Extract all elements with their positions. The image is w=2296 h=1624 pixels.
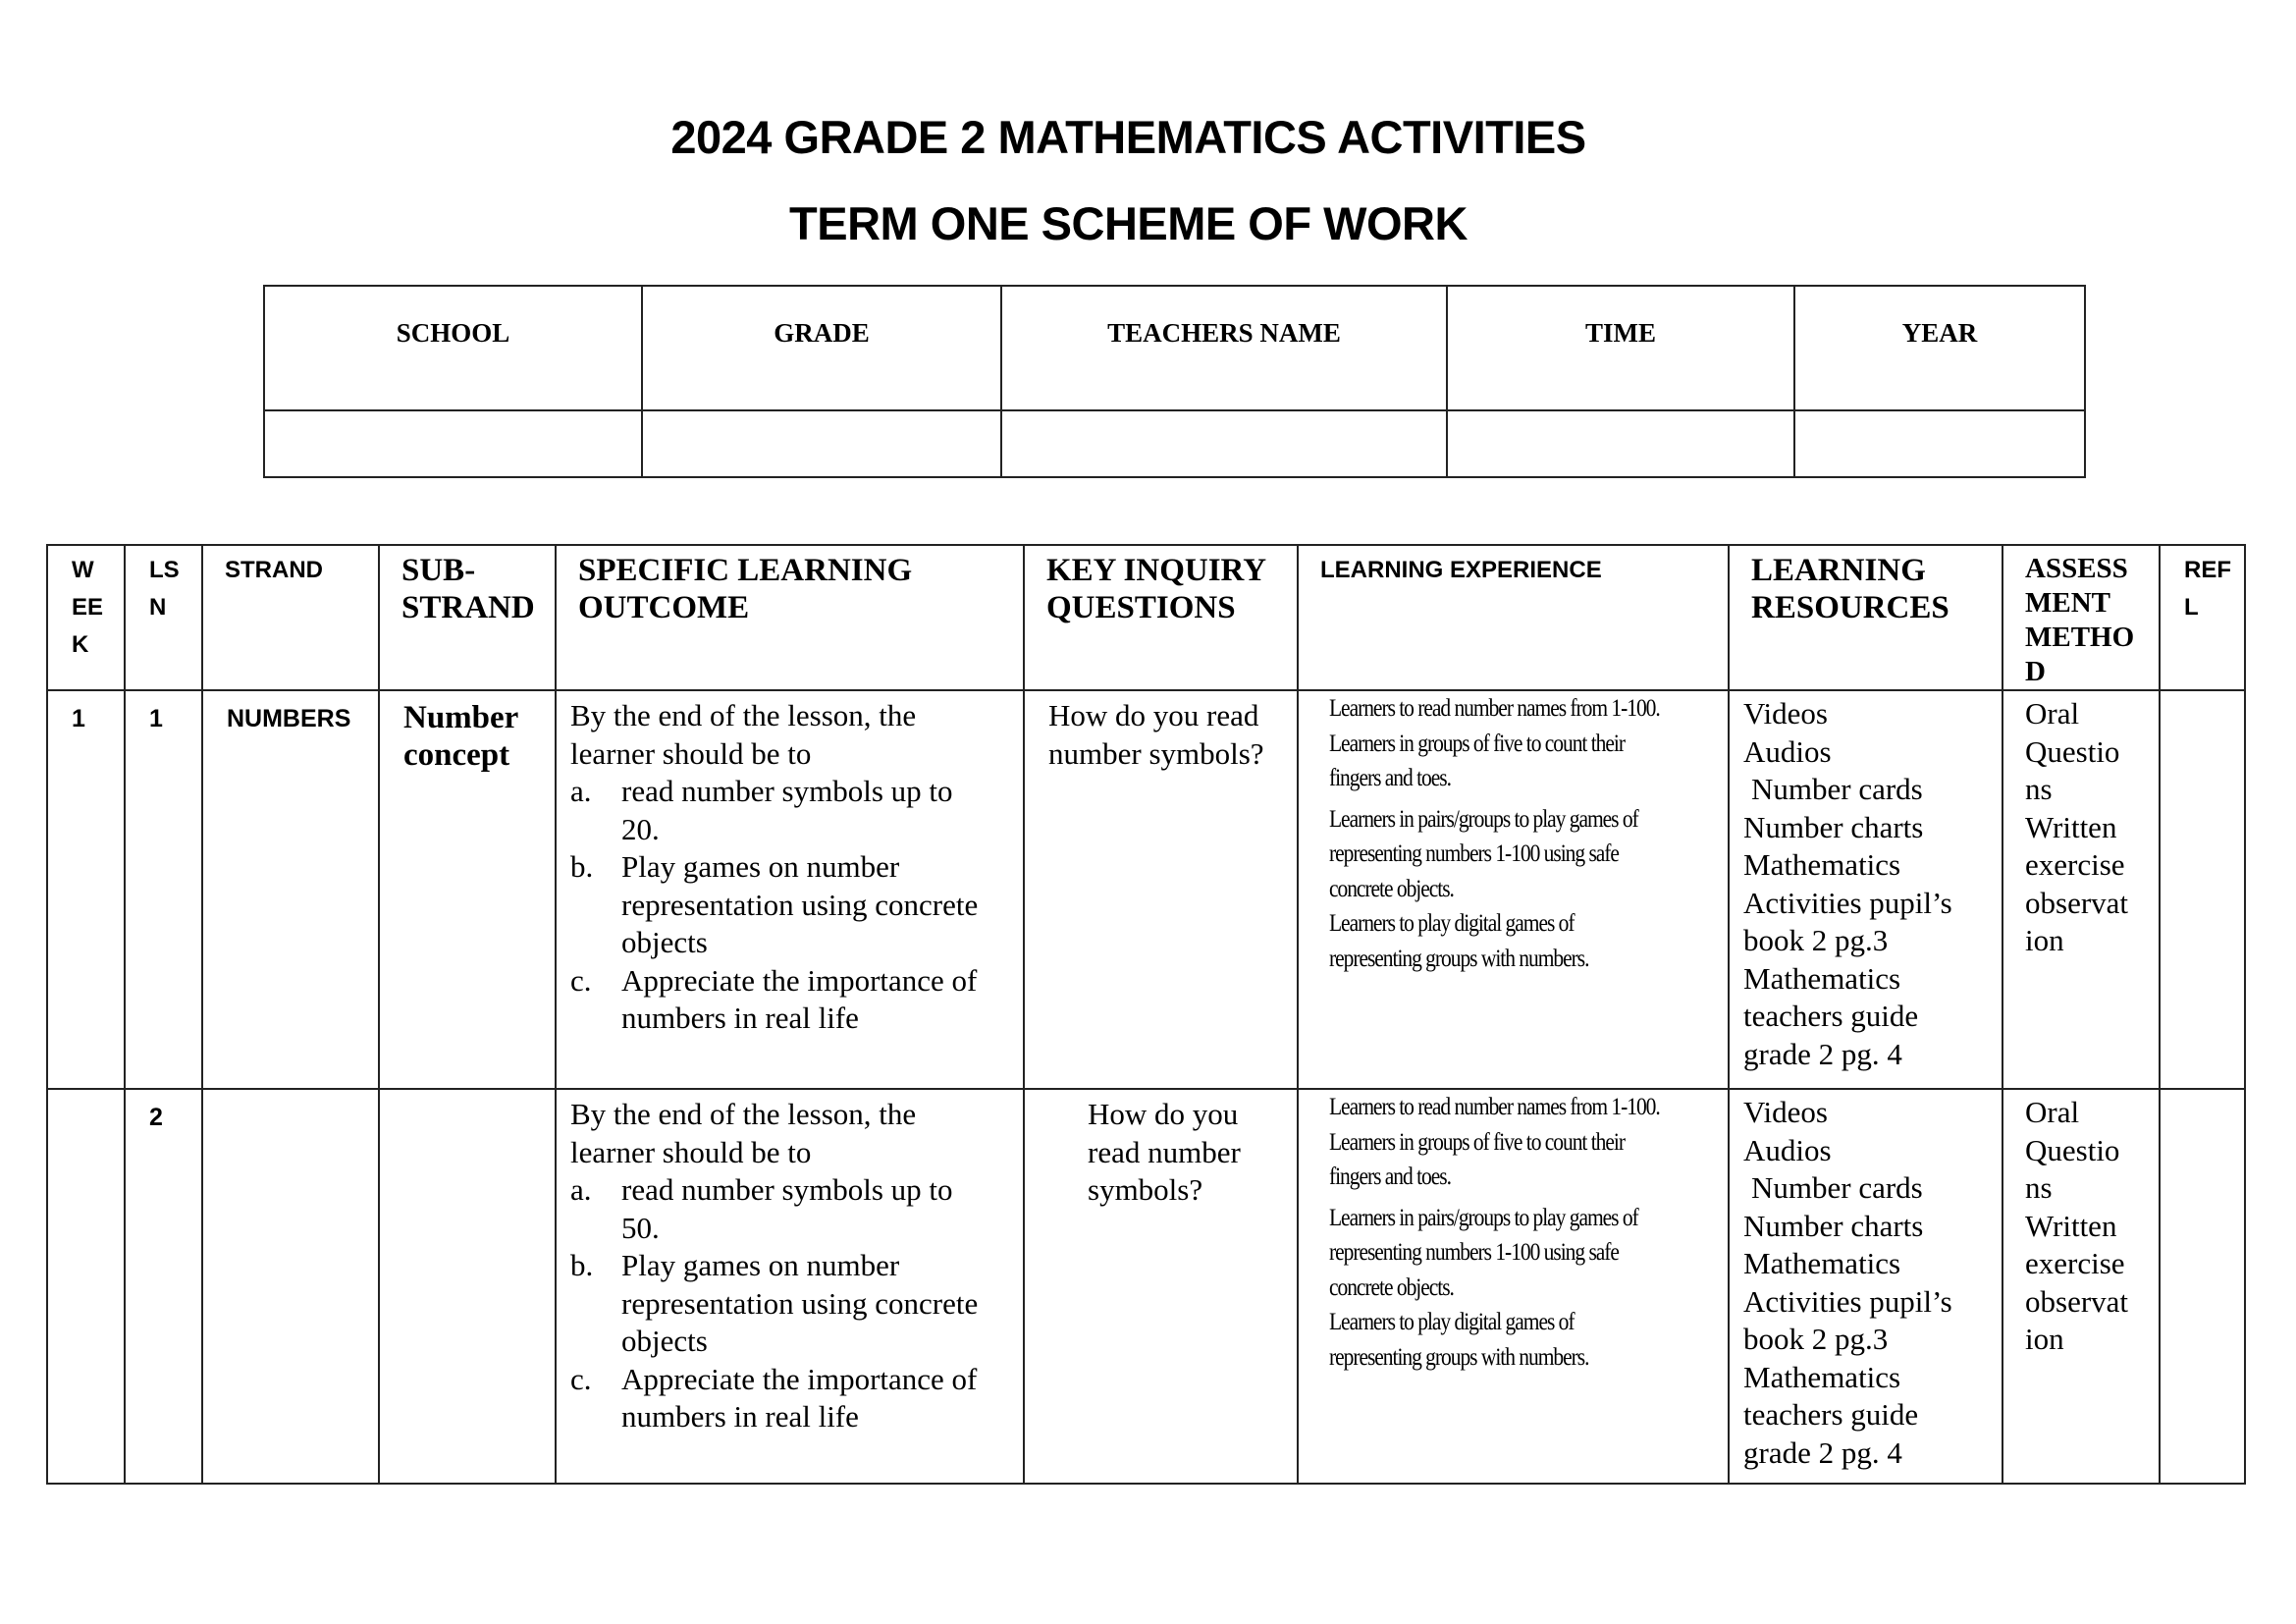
grade-value bbox=[642, 410, 1001, 477]
list-item: b. Play games on number representation using concrete objects bbox=[570, 1248, 979, 1358]
list-item: a. read number symbols up to 50. bbox=[570, 1172, 953, 1245]
learning-resources-header: LEARNING RESOURCES bbox=[1729, 545, 2002, 690]
assessment-cell: Oral Questio ns Written exercise observat ion bbox=[2002, 690, 2160, 1089]
reflection-cell bbox=[2160, 690, 2245, 1089]
time-header: TIME bbox=[1447, 286, 1794, 410]
teachers-name-header: TEACHERS NAME bbox=[1001, 286, 1447, 410]
sub-strand-cell: Number concept bbox=[379, 690, 556, 1089]
table-row bbox=[47, 690, 2245, 1089]
grade-header: GRADE bbox=[642, 286, 1001, 410]
learning-experience-header: LEARNING EXPERIENCE bbox=[1298, 545, 1729, 690]
info-value-row bbox=[264, 410, 2085, 477]
week-cell: 1 bbox=[47, 690, 125, 1089]
specific-learning-outcome-header: SPECIFIC LEARNING OUTCOME bbox=[556, 545, 1024, 690]
info-header-row bbox=[264, 286, 2085, 410]
document-title: 2024 GRADE 2 MATHEMATICS ACTIVITIES bbox=[670, 111, 1586, 163]
assessment-method-header: ASSESS MENT METHO D bbox=[2002, 545, 2160, 690]
week-header: W EE K bbox=[47, 545, 125, 690]
list-item: b. Play games on number representation using concrete objects bbox=[570, 849, 979, 959]
school-value bbox=[264, 410, 642, 477]
sub-strand-cell bbox=[379, 1089, 556, 1484]
reflection-header: REF L bbox=[2160, 545, 2245, 690]
list-item: c. Appreciate the importance of numbers in real life bbox=[570, 1361, 978, 1434]
scheme-header-row bbox=[47, 545, 2245, 690]
lesson-cell: 1 bbox=[125, 690, 202, 1089]
school-info-table bbox=[263, 285, 2086, 478]
lesson-cell: 2 bbox=[125, 1089, 202, 1484]
reflection-cell bbox=[2160, 1089, 2245, 1484]
scheme-of-work-table bbox=[46, 544, 2246, 1485]
learning-resources-cell: Videos Audios Number cards Number charts Mathematics Activities pupil’s book 2 pg.3 Mathematics teachers guide grade 2 pg. 4 bbox=[1729, 1089, 2002, 1484]
lesson-header: LS N bbox=[125, 545, 202, 690]
assessment-cell: Oral Questio ns Written exercise observat ion bbox=[2002, 1089, 2160, 1484]
year-value bbox=[1794, 410, 2085, 477]
key-inquiry-cell: How do you read number symbols? bbox=[1024, 1089, 1298, 1484]
sub-strand-header: SUB- STRAND bbox=[379, 545, 556, 690]
strand-cell: NUMBERS bbox=[202, 690, 379, 1089]
teachers-name-value bbox=[1001, 410, 1447, 477]
outcome-list bbox=[570, 773, 1017, 1038]
school-header: SCHOOL bbox=[264, 286, 642, 410]
strand-header: STRAND bbox=[202, 545, 379, 690]
week-cell bbox=[47, 1089, 125, 1484]
list-item: a. read number symbols up to 20. bbox=[570, 774, 953, 846]
outcome-cell: By the end of the lesson, the learner should be to a. read number symbols up to 20. b. Play games on number representation using concrete objects c. Appreciate the importance of numbers in real life bbox=[556, 690, 1024, 1089]
outcome-cell: By the end of the lesson, the learner should be to a. read number symbols up to 50. b. Play games on number representation using concrete objects c. Appreciate the importance of numbers in real life bbox=[556, 1089, 1024, 1484]
learning-resources-cell: Videos Audios Number cards Number charts Mathematics Activities pupil’s book 2 pg.3 Mathematics teachers guide grade 2 pg. 4 bbox=[1729, 690, 2002, 1089]
time-value bbox=[1447, 410, 1794, 477]
key-inquiry-header: KEY INQUIRY QUESTIONS bbox=[1024, 545, 1298, 690]
strand-cell bbox=[202, 1089, 379, 1484]
learning-experience-cell: Learners to read number names from 1-100. Learners in groups of five to count their fingers and toes. Learners in pairs/groups to play games of representing numbers 1-100 using safe concrete objects. Learners to play digital games of representing groups with numbers. bbox=[1298, 690, 1729, 1089]
outcome-list bbox=[570, 1171, 1017, 1436]
year-header: YEAR bbox=[1794, 286, 2085, 410]
table-row bbox=[47, 1089, 2245, 1484]
list-item: c. Appreciate the importance of numbers in real life bbox=[570, 962, 978, 1035]
key-inquiry-cell: How do you read number symbols? bbox=[1024, 690, 1298, 1089]
learning-experience-cell: Learners to read number names from 1-100. Learners in groups of five to count their fingers and toes. Learners in pairs/groups to play games of representing numbers 1-100 using safe concrete objects. Learners to play digital games of representing groups with numbers. bbox=[1298, 1089, 1729, 1484]
document-subtitle: TERM ONE SCHEME OF WORK bbox=[789, 197, 1468, 249]
